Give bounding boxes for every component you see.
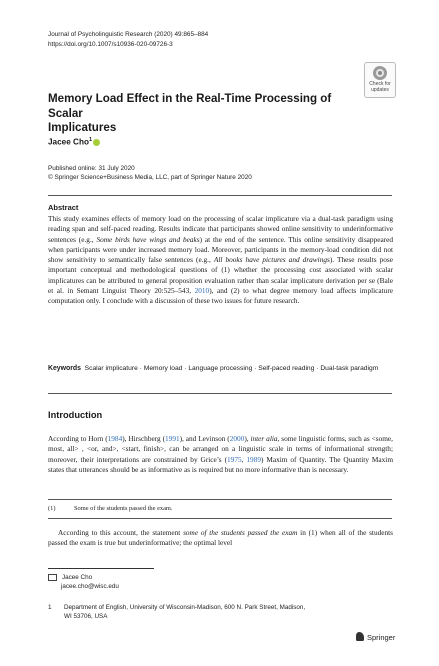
abstract-heading: Abstract xyxy=(48,203,79,212)
citation-link[interactable]: 2010 xyxy=(194,286,210,296)
example-sentence xyxy=(48,505,393,512)
corresponding-author xyxy=(48,574,119,591)
keywords-label: Keywords xyxy=(48,365,81,372)
check-for-updates-badge[interactable]: Check for updates xyxy=(364,62,396,98)
author-line xyxy=(48,137,100,147)
orcid-icon[interactable] xyxy=(93,139,100,146)
keywords xyxy=(48,364,393,374)
check-updates-icon xyxy=(373,66,387,80)
citation-link[interactable]: 1984 xyxy=(107,434,123,443)
contact-name: Jacee Cho xyxy=(62,574,93,582)
affiliation-marker: 1 xyxy=(88,137,93,143)
body-paragraph: According to this account, the statement some of the students passed the exam in (1) when all of the students passed the exam is true but underinformative; the optimal level xyxy=(48,528,394,548)
divider xyxy=(48,499,392,500)
affiliation-number: 1 xyxy=(48,604,52,611)
springer-horse-icon xyxy=(356,632,364,641)
journal-citation: Journal of Psycholinguistic Research (2020) 49:865–884 xyxy=(48,31,209,38)
example-text: Some of the students passed the exam. xyxy=(74,505,173,512)
citation-link[interactable]: 2000 xyxy=(229,434,245,443)
introduction-paragraph: According to Horn (1984), Hirschberg (1991), and Levinson (2000), inter alia, some linguistic forms, such as <some, most, all> , <or, and>, <start, finish>, can be arranged on a linguistic scale in terms of informational strength; moreover, their interpretations are constrained by Grice’s (1975, 1989) Maxim of Quantity. The Quantity Maxim states that utterances should be as informative as is required but no more informative than is necessary. xyxy=(48,434,393,474)
divider xyxy=(48,195,392,196)
envelope-icon xyxy=(48,574,57,581)
keywords-list: Scalar implicature · Memory load · Language processing · Self-paced reading · Dual-task paradigm xyxy=(84,365,379,372)
publisher-logo xyxy=(356,632,395,642)
journal-header xyxy=(48,30,208,49)
divider xyxy=(48,518,392,519)
divider xyxy=(48,393,392,394)
article-title: Memory Load Effect in the Real-Time Processing of Scalar Implicatures xyxy=(48,92,332,134)
citation-link[interactable]: 1991 xyxy=(165,434,180,443)
section-heading-introduction: Introduction xyxy=(48,410,103,420)
abstract-text: This study examines effects of memory load on the processing of scalar implicature via a dual-task paradigm using reading span and self-paced reading. Results indicate that participants showed online sensitivity to underinformative sentences (e.g., Some birds have wings and beaks) at the end of the sentence. This online sensitivity disappeared when participants were under increased memory load. Moreover, participants in the memory-load condition did not show sensitivity to semantically false sentences (e.g., All books have pictures and drawings). These results pose important conceptual and methodological questions of (1) whether the processing cost associated with scalar implicatures can be attributed to general proposition evaluation rather than scalar implicature derivation per se (Bale et al. in Semant Linguist Theory 20:525–543, 2010), and (2) to what degree memory load affects implicature computation only. I conclude with a discussion of these two issues for future research. xyxy=(48,214,393,306)
publication-info: Published online: 31 July 2020 © Springer Science+Business Media, LLC, part of Springer Nature 2020 xyxy=(48,165,252,181)
footnote-divider xyxy=(48,568,154,569)
publisher-name: Springer xyxy=(367,633,396,642)
citation-link[interactable]: 1989 xyxy=(246,454,261,464)
citation-link[interactable]: 1975 xyxy=(227,454,242,464)
example-number: (1) xyxy=(48,505,56,512)
author-name[interactable]: Jacee Cho xyxy=(48,137,89,147)
doi-link[interactable]: https://doi.org/10.1007/s10936-020-09726-3 xyxy=(48,40,173,48)
contact-email[interactable]: jacee.cho@wisc.edu xyxy=(61,582,119,590)
